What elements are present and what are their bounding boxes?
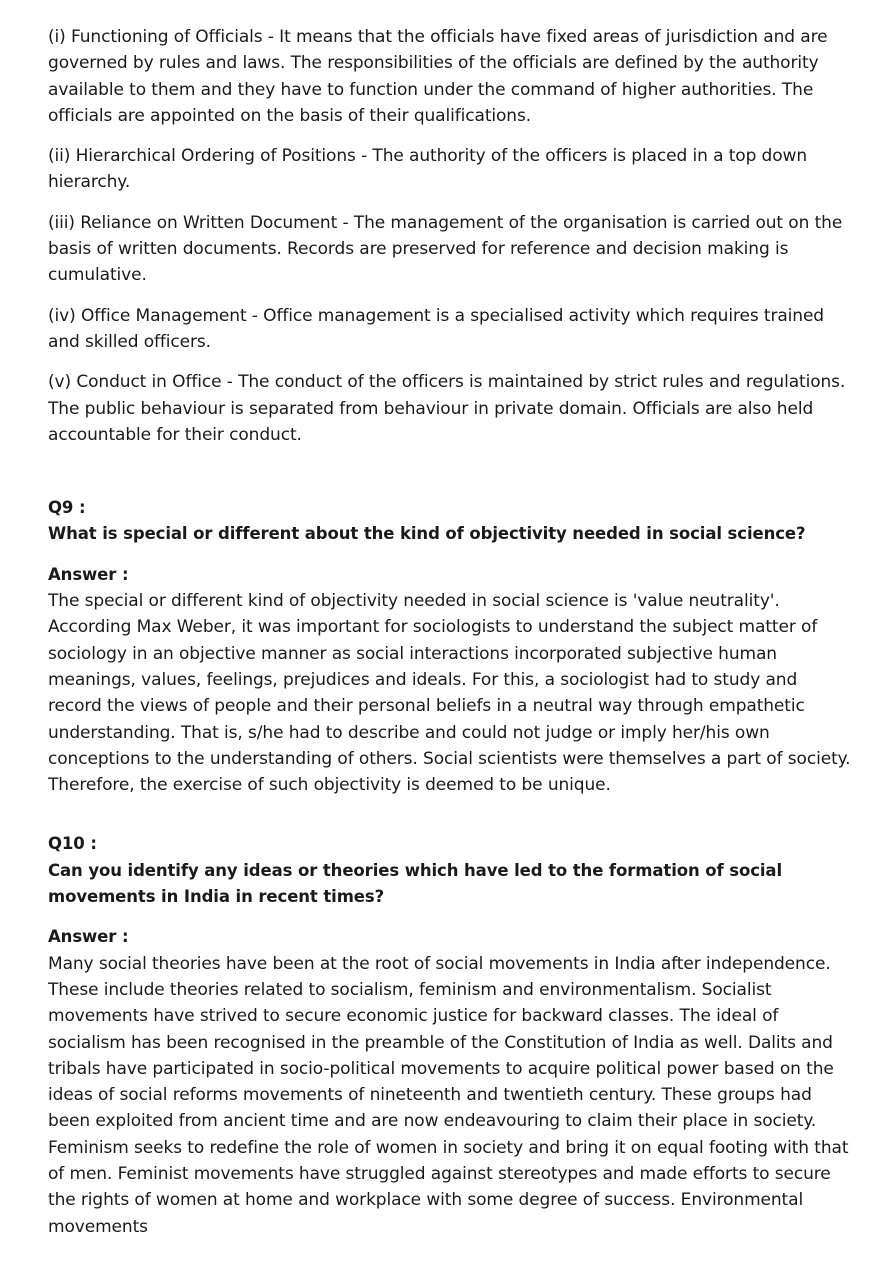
spacer — [48, 462, 854, 495]
answer-label: Answer : — [48, 927, 129, 947]
point-functioning-of-officials: (i) Functioning of Officials - It means that the officials have fixed areas of jurisdiction and are governed by rules and laws. The responsibilities of the officials are defined by the authority available to them and they have to function under the command of higher authorities. The officials are appointed on the basis of their qualifications. — [48, 27, 828, 126]
point-reliance-on-written-document: (iii) Reliance on Written Document - The management of the organisation is carried out on the basis of written documents. Records are preserved for reference and decision making is cumulative. — [48, 212, 843, 286]
answer-text: Many social theories have been at the root of social movements in India after independence. These include theories related to socialism, feminism and environmentalism. Socialist movements have strived to secure economic justice for backward classes. The ideal of socialism has been recognised in the preamble of the Constitution of India as well. Dalits and tribals have participated in socio-political movements to acquire political power based on the ideas of social reforms movements of nineteenth and twentieth century. These groups had been exploited from ancient time and are now endeavouring to claim their place in society. Feminism seeks to redefine the role of women in society and bring it on equal footing with that of men. Feminist movements have struggled against stereotypes and made efforts to secure the rights of women at home and workplace with some degree of success. Environmental movements — [48, 953, 849, 1237]
question-text: Can you identify any ideas or theories which have led to the formation of social movements in India in recent times? — [48, 860, 783, 907]
point-office-management: (iv) Office Management - Office management is a specialised activity which requires trained and skilled officers. — [48, 305, 824, 352]
question-label: Q10 : — [48, 834, 97, 854]
answer-label: Answer : — [48, 564, 129, 584]
question-label: Q9 : — [48, 498, 86, 518]
spacer — [48, 798, 854, 831]
point-conduct-in-office: (v) Conduct in Office - The conduct of the officers is maintained by strict rules and regulations. The public behaviour is separated from behaviour in private domain. Officials are also held accountable for their conduct. — [48, 372, 846, 445]
question-text: What is special or different about the kind of objectivity needed in social science? — [48, 524, 806, 544]
point-hierarchical-ordering: (ii) Hierarchical Ordering of Positions - The authority of the officers is placed in a top down hierarchy. — [48, 146, 808, 193]
question-block-q9 — [48, 495, 854, 798]
question-block-q10 — [48, 831, 854, 1239]
answer-text: The special or different kind of objectivity needed in social science is 'value neutrality'. According Max Weber, it was important for sociologists to understand the subject matter of sociology in an objective manner as social interactions incorporated subjective human meanings, values, feelings, prejudices and ideals. For this, a sociologist had to study and record the views of people and their personal beliefs in a neutral way through empathetic understanding. That is, s/he had to describe and could not judge or imply her/his own conceptions to the understanding of others. Social scientists were themselves a part of society. Therefore, the exercise of such objectivity is deemed to be unique. — [48, 591, 851, 796]
document-page — [48, 24, 854, 1240]
